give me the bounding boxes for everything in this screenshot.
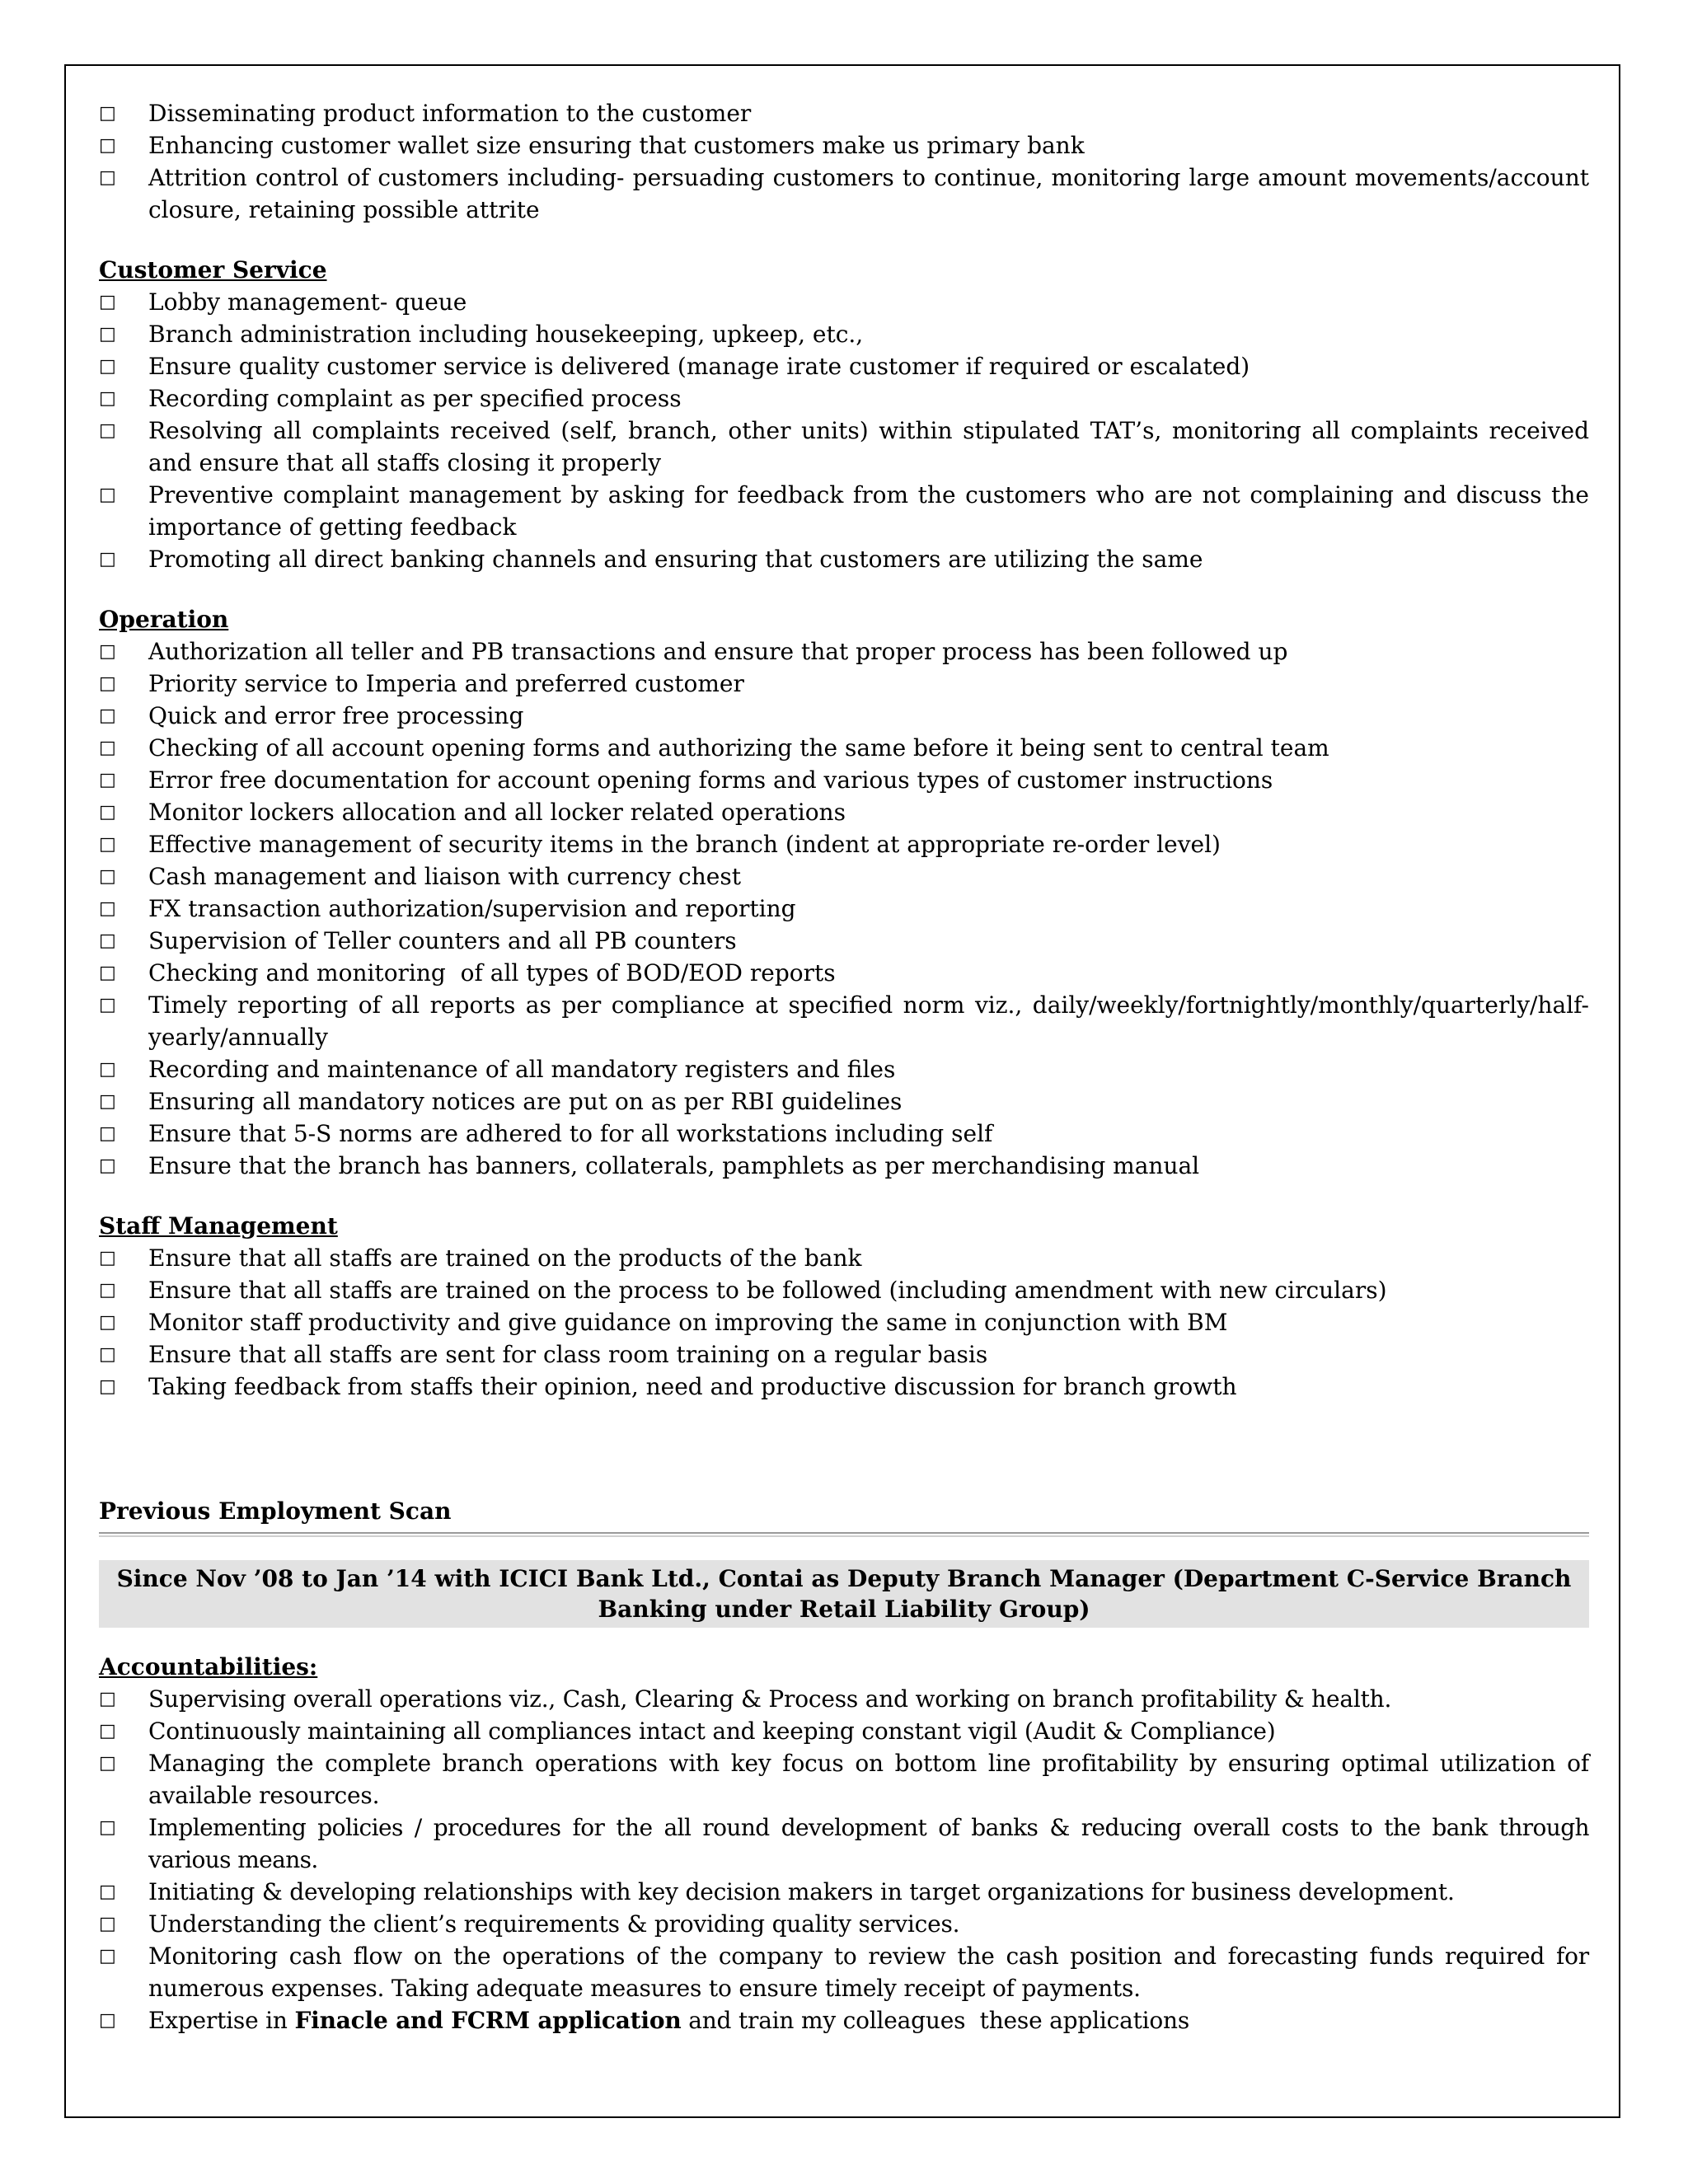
list-item: □ Managing the complete branch operations with key focus on bottom line profitability by ensuring optimal utilization of available resources. <box>99 1747 1589 1811</box>
bullet-icon: □ <box>99 673 116 694</box>
bullet-icon: □ <box>99 1155 116 1176</box>
operation-list <box>99 635 1589 1182</box>
list-item: □ Enhancing customer wallet size ensuring that customers make us primary bank <box>99 129 1589 162</box>
previous-employment-heading: Previous Employment Scan <box>99 1497 452 1525</box>
bullet-icon: □ <box>99 549 116 569</box>
list-item: □ Resolving all complaints received (self, branch, other units) within stipulated TAT’s, monitoring all complaints received and ensure that all staffs closing it properly <box>99 415 1589 479</box>
list-item: □ Recording and maintenance of all mandatory registers and files <box>99 1053 1589 1085</box>
bullet-icon: □ <box>99 292 116 312</box>
bullet-icon: □ <box>99 834 116 855</box>
bullet-icon: □ <box>99 802 116 823</box>
customer-service-list <box>99 286 1589 575</box>
list-item: □ Continuously maintaining all compliances intact and keeping constant vigil (Audit & Compliance) <box>99 1715 1589 1747</box>
list-item: □ Ensure that all staffs are trained on the process to be followed (including amendment with new circulars) <box>99 1274 1589 1306</box>
list-item: □ Attrition control of customers including- persuading customers to continue, monitoring large amount movements/account closure, retaining possible attrite <box>99 162 1589 226</box>
list-item: □ Effective management of security items in the branch (indent at appropriate re-order level) <box>99 828 1589 860</box>
bullet-icon: □ <box>99 135 116 156</box>
list-item: □ Supervising overall operations viz., Cash, Clearing & Process and working on branch profitability & health. <box>99 1683 1589 1715</box>
bullet-icon: □ <box>99 963 116 983</box>
list-item: □ Understanding the client’s requirements & providing quality services. <box>99 1908 1589 1940</box>
accountabilities-heading: Accountabilities: <box>99 1653 318 1680</box>
bullet-icon: □ <box>99 995 116 1015</box>
list-item: □ Ensure that all staffs are sent for class room training on a regular basis <box>99 1338 1589 1371</box>
bullet-icon: □ <box>99 1817 116 1838</box>
expertise-bold-text: Finacle and FCRM application <box>294 2007 682 2034</box>
bullet-icon: □ <box>99 1091 116 1112</box>
bullet-icon: □ <box>99 388 116 409</box>
bullet-icon: □ <box>99 103 116 124</box>
bullet-icon: □ <box>99 1059 116 1080</box>
list-item: □ Timely reporting of all reports as per compliance at specified norm viz., daily/weekly/fortnightly/monthly/quarterly/half-yearly/annually <box>99 989 1589 1053</box>
staff-management-list <box>99 1242 1589 1403</box>
bullet-icon: □ <box>99 705 116 726</box>
bullet-icon: □ <box>99 1248 116 1268</box>
bullet-icon: □ <box>99 1344 116 1365</box>
bullet-icon: □ <box>99 2010 116 2031</box>
intro-list <box>99 97 1589 226</box>
bullet-icon: □ <box>99 930 116 951</box>
list-item: □ Implementing policies / procedures for the all round development of banks & reducing overall costs to the bank through various means. <box>99 1811 1589 1876</box>
bullet-icon: □ <box>99 356 116 377</box>
bullet-icon: □ <box>99 485 116 505</box>
list-item: □ Monitoring cash flow on the operations of the company to review the cash position and forecasting funds required for numerous expenses. Taking adequate measures to ensure timely receipt of payments. <box>99 1940 1589 2004</box>
list-item: □ Priority service to Imperia and preferred customer <box>99 668 1589 700</box>
bullet-icon: □ <box>99 898 116 919</box>
list-item: □ Initiating & developing relationships with key decision makers in target organizations for business development. <box>99 1876 1589 1908</box>
bullet-icon: □ <box>99 1280 116 1301</box>
list-item: □ Disseminating product information to the customer <box>99 97 1589 129</box>
list-item: □ Error free documentation for account opening forms and various types of customer instructions <box>99 764 1589 796</box>
list-item: □ Branch administration including housekeeping, upkeep, etc., <box>99 318 1589 350</box>
bullet-icon: □ <box>99 1689 116 1709</box>
list-item: □ Ensure quality customer service is delivered (manage irate customer if required or escalated) <box>99 350 1589 382</box>
bullet-icon: □ <box>99 1376 116 1397</box>
bullet-icon: □ <box>99 1312 116 1333</box>
bullet-icon: □ <box>99 641 116 662</box>
list-item: □ Ensure that 5-S norms are adhered to for all workstations including self <box>99 1118 1589 1150</box>
list-item: □ Authorization all teller and PB transactions and ensure that proper process has been followed up <box>99 635 1589 668</box>
staff-management-heading: Staff Management <box>99 1212 338 1240</box>
role-banner: Since Nov ’08 to Jan ’14 with ICICI Bank Ltd., Contai as Deputy Branch Manager (Department C-Service Branch Banking under Retail Liability Group) <box>99 1560 1589 1628</box>
list-item: □ Lobby management- queue <box>99 286 1589 318</box>
list-item: □ Taking feedback from staffs their opinion, need and productive discussion for branch growth <box>99 1371 1589 1403</box>
list-item: □ Preventive complaint management by asking for feedback from the customers who are not complaining and discuss the importance of getting feedback <box>99 479 1589 543</box>
bullet-icon: □ <box>99 420 116 441</box>
list-item: □ Checking of all account opening forms and authorizing the same before it being sent to central team <box>99 732 1589 764</box>
list-item: □ Ensuring all mandatory notices are put on as per RBI guidelines <box>99 1085 1589 1118</box>
list-item: □ Expertise in Finacle and FCRM application and train my colleagues these applications <box>99 2004 1589 2036</box>
list-item: □ Promoting all direct banking channels and ensuring that customers are utilizing the same <box>99 543 1589 575</box>
list-item: □ Quick and error free processing <box>99 700 1589 732</box>
list-item: □ Ensure that all staffs are trained on the products of the bank <box>99 1242 1589 1274</box>
bullet-icon: □ <box>99 1721 116 1741</box>
list-item: □ Supervision of Teller counters and all PB counters <box>99 925 1589 957</box>
bullet-icon: □ <box>99 167 116 188</box>
bullet-icon: □ <box>99 1753 116 1774</box>
operation-heading: Operation <box>99 606 229 633</box>
list-item: □ Monitor lockers allocation and all locker related operations <box>99 796 1589 828</box>
bullet-icon: □ <box>99 738 116 758</box>
section-divider <box>99 1532 1589 1537</box>
bullet-icon: □ <box>99 770 116 790</box>
bullet-icon: □ <box>99 866 116 887</box>
list-item: □ FX transaction authorization/supervision and reporting <box>99 893 1589 925</box>
bullet-icon: □ <box>99 324 116 344</box>
list-item: □ Cash management and liaison with currency chest <box>99 860 1589 893</box>
customer-service-heading: Customer Service <box>99 256 327 284</box>
resume-page <box>99 97 1589 2036</box>
bullet-icon: □ <box>99 1123 116 1144</box>
list-item: □ Monitor staff productivity and give guidance on improving the same in conjunction with BM <box>99 1306 1589 1338</box>
accountabilities-list <box>99 1683 1589 2036</box>
bullet-icon: □ <box>99 1882 116 1902</box>
list-item: □ Recording complaint as per specified process <box>99 382 1589 415</box>
list-item: □ Checking and monitoring of all types of BOD/EOD reports <box>99 957 1589 989</box>
bullet-icon: □ <box>99 1914 116 1934</box>
bullet-icon: □ <box>99 1946 116 1966</box>
list-item: □ Ensure that the branch has banners, collaterals, pamphlets as per merchandising manual <box>99 1150 1589 1182</box>
